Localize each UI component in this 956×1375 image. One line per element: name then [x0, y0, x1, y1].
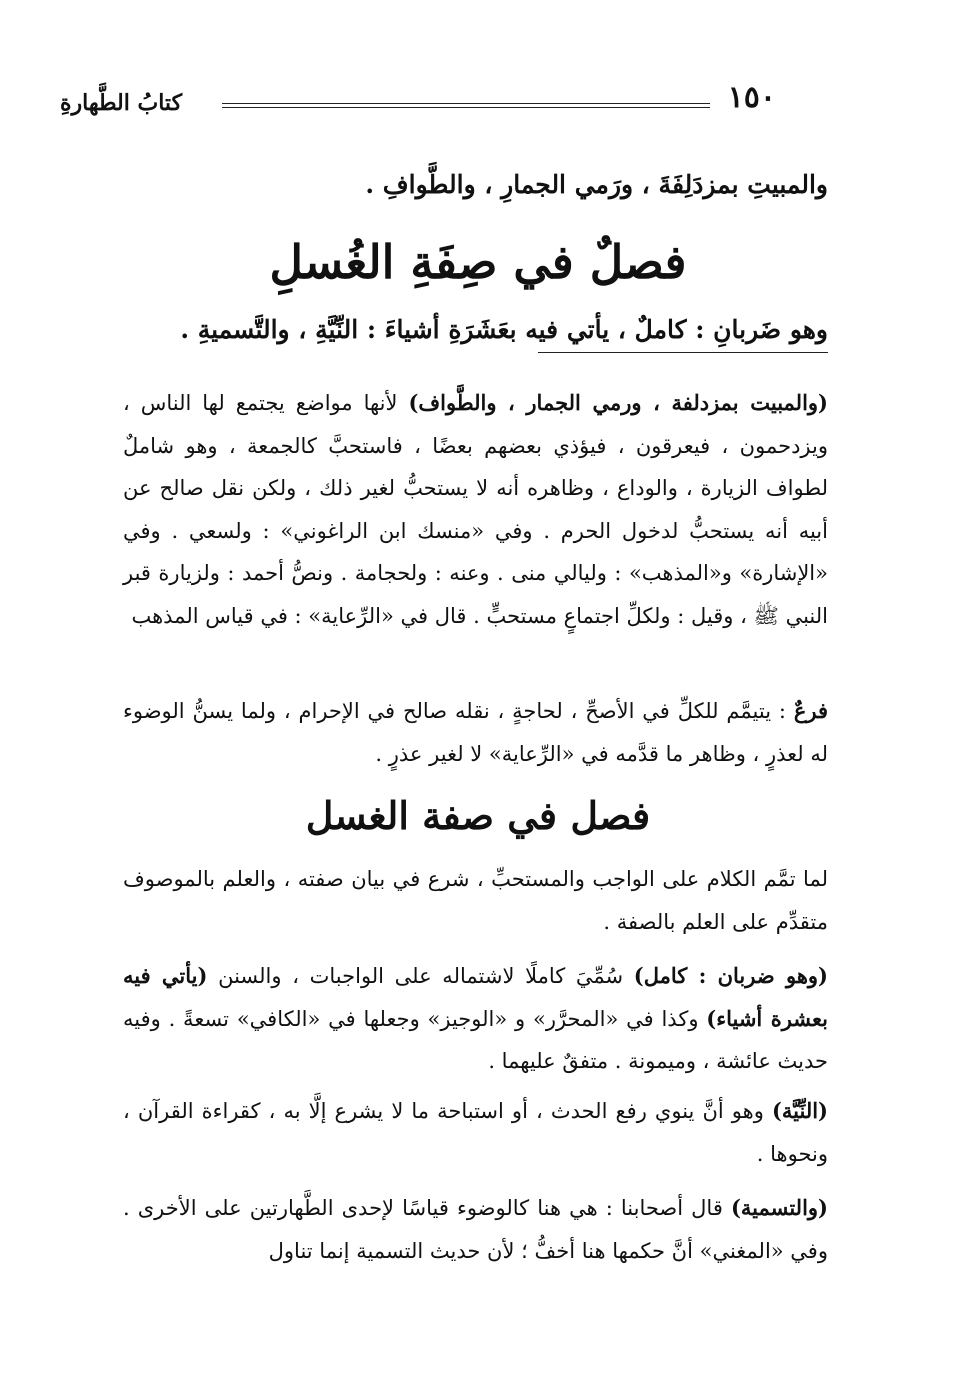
commentary-paragraph-1: [123, 382, 828, 637]
matn-definition-line: وهو ضَربانِ : كاملٌ ، يأتي فيه بعَشَرَةِ أشياءَ : النِّيَّةِ ، والتَّسميةِ .: [180, 315, 828, 344]
commentary-paragraph-2: [123, 690, 828, 775]
paragraph-text: سُمِّيَ كاملًا لاشتماله على الواجبات ، والسنن: [207, 964, 634, 988]
quoted-matn: (وهو ضربان : كامل): [633, 963, 828, 988]
matn-top-line: والمبيتِ بمزدَلِفَةَ ، ورَمي الجمارِ ، والطَّوافِ .: [365, 170, 828, 199]
header-rule: [222, 103, 710, 108]
matn-underline: [538, 352, 828, 353]
quoted-matn: (والتسمية): [730, 1195, 828, 1220]
commentary-paragraph-6: [123, 1187, 828, 1272]
quoted-matn-2: (يأتي فيه بعشرة أشياء): [123, 963, 828, 1031]
quoted-matn: (والمبيت بمزدلفة ، ورمي الجمار ، والطَّواف): [408, 390, 828, 415]
paragraph-text: لأنها مواضع يجتمع لها الناس ، ويزدحمون ، فيعرقون ، فيؤذي بعضهم بعضًا ، فاستحبَّ كالجمعة ، وهو شاملٌ لطواف الزيارة ، والوداع ، وظاهره أنه لا يستحبُّ لغير ذلك ، ولكن نقل صالح عن أبيه أنه يستحبُّ لدخول الحرم . وفي «منسك ابن الراغوني» : ولسعي . وفي «الإشارة» و«المذهب» : وليالي منى . وعنه : ولحجامة . ونصُّ أحمد : ولزيارة قبر النبي ﷺ ، وقيل : ولكلِّ اجتماعٍ مستحبٍّ . قال في «الرِّعاية» : في قياس المذهب: [123, 391, 828, 628]
paragraph-text-2: وكذا في «المحرَّر» و «الوجيز» وجعلها في «الكافي» تسعةً . وفيه حديث عائشة ، وميمونة . متفقٌ عليهما .: [123, 1006, 828, 1073]
commentary-paragraph-3: [123, 858, 828, 943]
chapter-heading: فصلٌ في صِفَةِ الغُسلِ: [269, 235, 687, 289]
commentary-paragraph-4: [123, 955, 828, 1083]
paragraph-text: : يتيمَّم للكلِّ في الأصحِّ ، لحاجةٍ ، نقله صالح في الإحرام ، ولما يسنُّ الوضوء له لعذرٍ ، وظاهر ما قدَّمه في «الرِّعاية» لا لغير عذرٍ .: [123, 699, 828, 766]
page-number: ١٥٠: [727, 80, 776, 115]
book-title: كتابُ الطَّهارةِ: [60, 90, 183, 116]
section-heading: فصل في صفة الغسل: [305, 793, 651, 838]
paragraph-text: قال أصحابنا : هي هنا كالوضوء قياسًا لإحدى الطَّهارتين على الأخرى . وفي «المغني» أنَّ حكمها هنا أخفُّ ؛ لأن حديث التسمية إنما تناول: [123, 1196, 828, 1263]
paragraph-text: لما تمَّم الكلام على الواجب والمستحبِّ ، شرع في بيان صفته ، والعلم بالموصوف متقدِّم على العلم بالصفة .: [123, 867, 828, 934]
commentary-paragraph-5: [123, 1090, 828, 1175]
quoted-matn: (النِّيَّة): [771, 1098, 828, 1123]
branch-label: فرعٌ: [793, 698, 828, 723]
paragraph-text: وهو أنَّ ينوي رفع الحدث ، أو استباحة ما لا يشرع إلَّا به ، كقراءة القرآن ، ونحوها .: [123, 1099, 828, 1166]
